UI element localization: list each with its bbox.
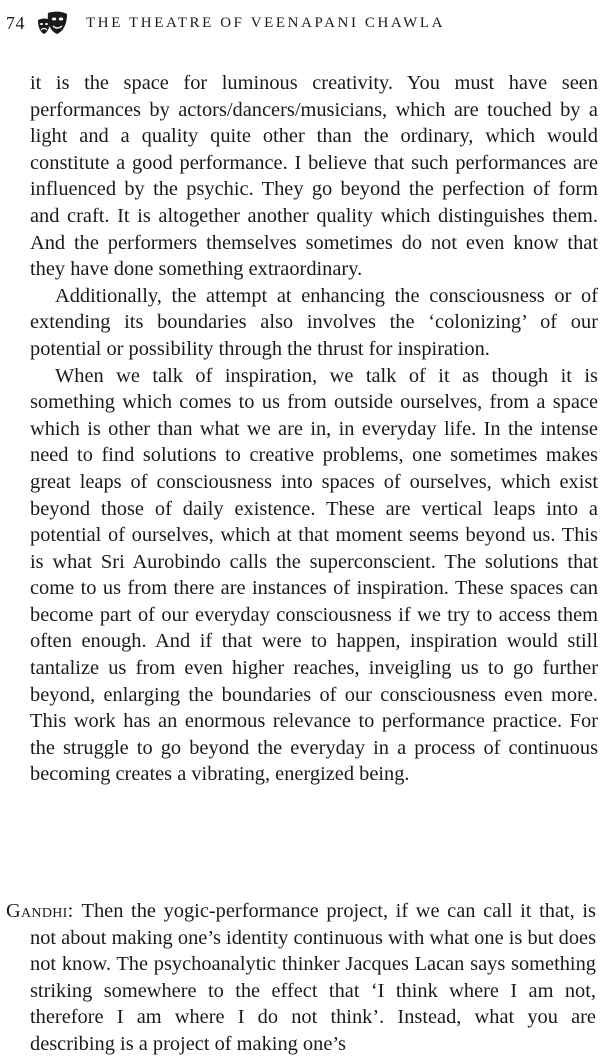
running-head: [6, 8, 596, 38]
paragraph: When we talk of inspiration, we talk of it as though it is something which comes to us from outside ourselves, from a space which is other than what we are in, in everyday life. In the intense need to find solutions to creative problems, one sometimes makes great leaps of consciousness into spaces of ourselves, which exist beyond those of daily existence. These are vertical leaps into a potential of ourselves, which at that moment seems beyond us. This is what Sri Aurobindo calls the superconscient. The solutions that come to us from there are instances of inspiration. These spaces can become part of our everyday consciousness if we try to access them often enough. And if that were to happen, inspiration would still tantalize us from even higher reaches, inveigling us to go further beyond, enlarging the boundaries of our consciousness even more. This work has an enormous relevance to performance practice. For the struggle to go beyond the everyday in a process of continuous becoming creates a vibrating, energized being.: [30, 364, 598, 786]
paragraph: Additionally, the attempt at enhancing the consciousness or of extending its boundaries also involves the ‘colonizing’ of our potential or possibility through the thrust for inspiration.: [30, 284, 598, 360]
paragraph: it is the space for luminous creativity. You must have seen performances by actors/dancers/musicians, which are touched by a light and a quality quite other than the ordinary, which would constitute a good performance. I believe that such performances are influenced by the psychic. They go beyond the perfection of form and craft. It is altogether another quality which distinguishes them. And the performers themselves sometimes do not even know that they have done something extraordinary.: [30, 72, 598, 281]
speaker-name: Gandhi:: [6, 900, 82, 922]
speech-text: Then the yogic-performance project, if we can call it that, is not about making one’s identity continuous with what one is but does not know. The psychoanalytic thinker Jacques Lacan says something striking somewhere to the effect that ‘I think where I am not, therefore I am where I do not think’. Instead, what you are describing is a project of making one’s: [30, 900, 596, 1055]
page-number: 74: [6, 12, 25, 33]
theatre-masks-icon: [36, 9, 70, 37]
body-text: [30, 70, 598, 788]
dialogue-entry: [6, 898, 596, 1058]
book-title: THE THEATRE OF VEENAPANI CHAWLA: [86, 14, 446, 31]
